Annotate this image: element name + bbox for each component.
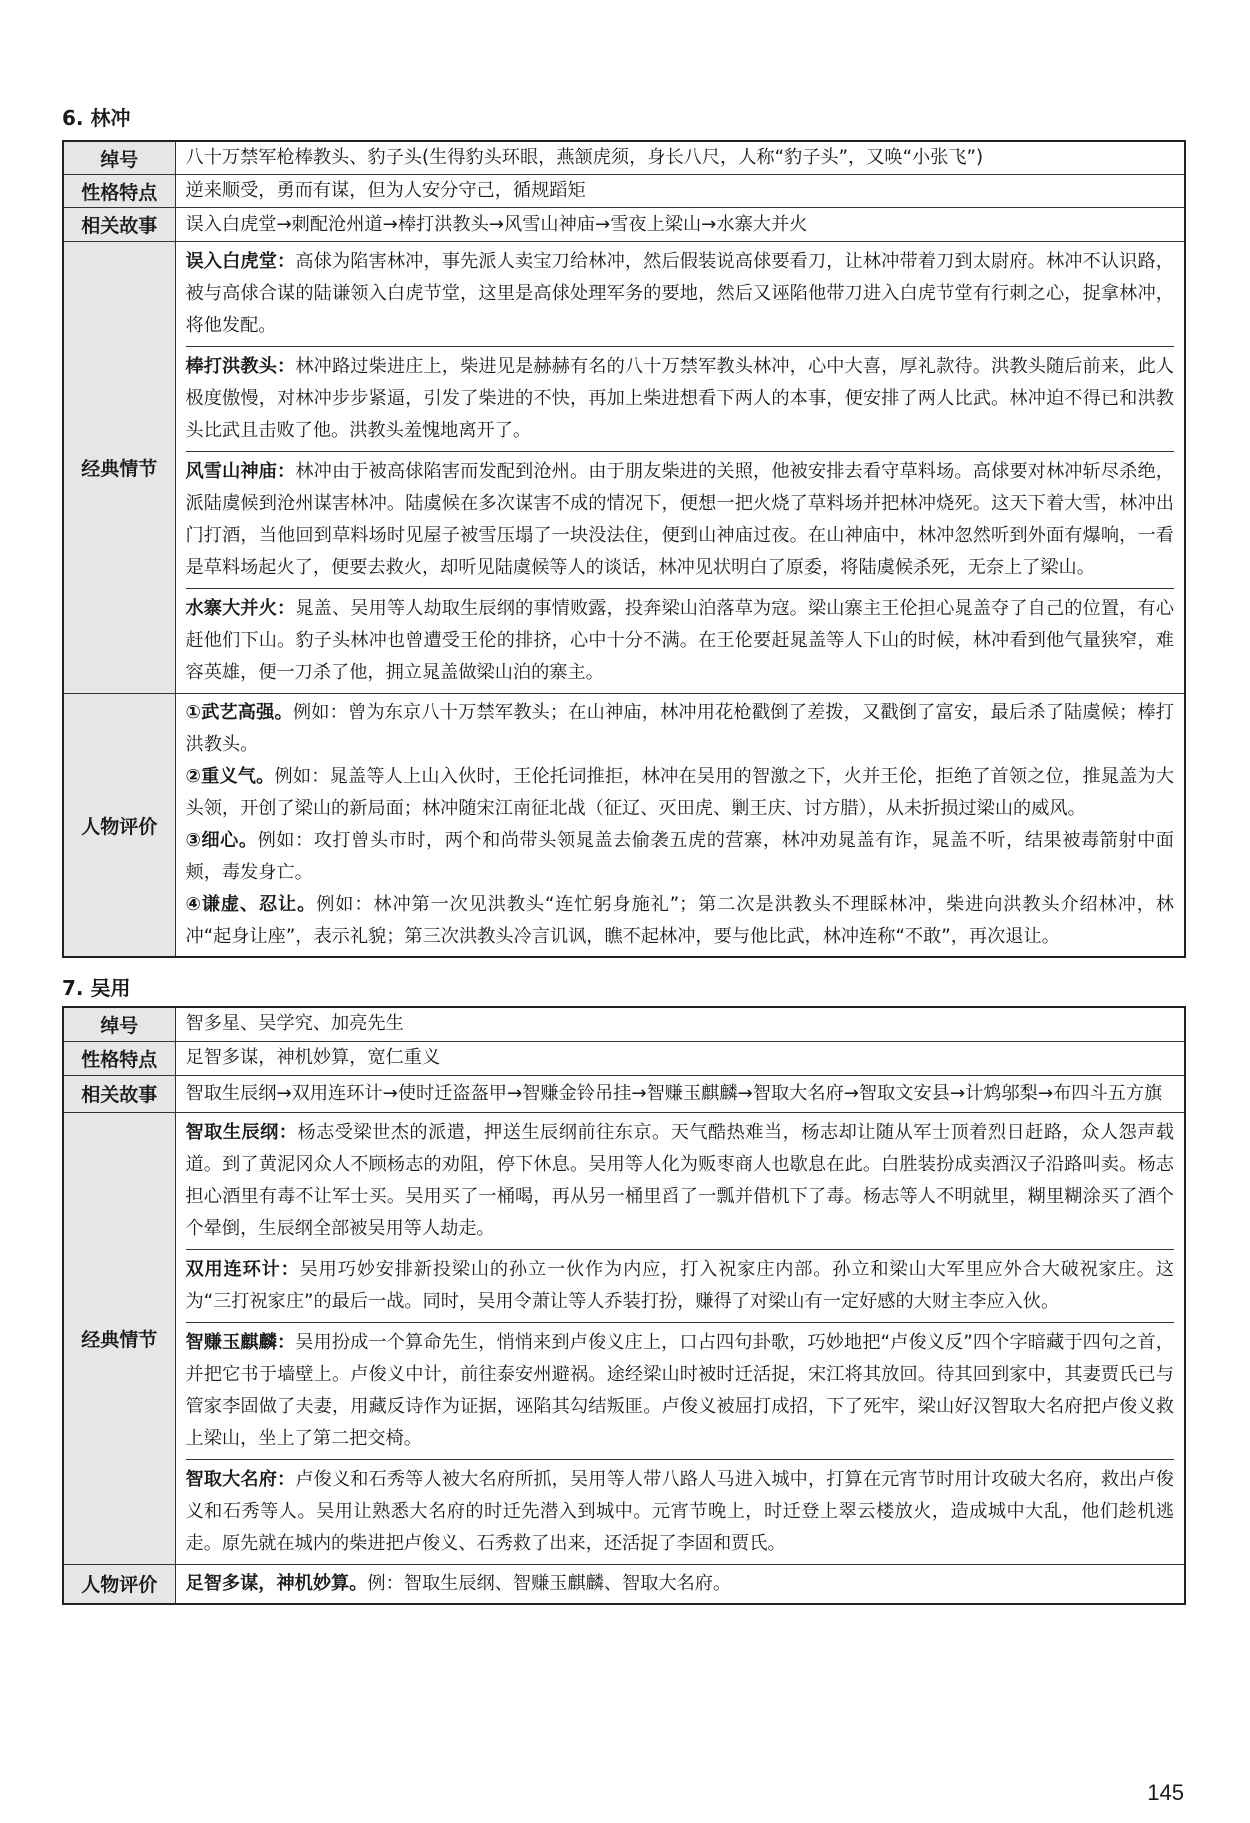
plot-title: 水寨大并火：: [185, 598, 296, 619]
section-title-wu-yong: 7. 吴用: [62, 976, 131, 1000]
evaluation-item: [186, 761, 1175, 825]
plot-text: 吴用巧妙安排新投梁山的孙立一伙作为内应，打入祝家庄内部。孙立和梁山大军里应外合大破祝家庄。这为“三打祝家庄”的最后一战。同时，吴用令萧让等人乔装打扮，赚得了对梁山有一定好感的大财主李应入伙。: [185, 1258, 1174, 1312]
plot-text: 林冲由于被高俅陷害而发配到沧州。由于朋友柴进的关照，他被安排去看守草料场。高俅要对林冲斩尽杀绝，派陆虞候到沧州谋害林冲。陆虞候在多次谋害不成的情况下，便想一把火烧了草料场并把林冲烧死。这天下着大雪，林冲出门打酒，当他回到草料场时见屋子被雪压塌了一块没法住，便到山神庙过夜。在山神庙中，林冲忽然听到外面有爆响，一看是草料场起火了，便要去救火，却听见陆虞候等人的谈话，林冲见状明白了原委，将陆虞候杀死，无奈上了梁山。: [185, 461, 1174, 578]
lin-chong-table: [62, 140, 1186, 958]
plot-title: 智取生辰纲：: [185, 1121, 298, 1143]
plot-item: [186, 347, 1175, 452]
plot-text: 吴用扮成一个算命先生，悄悄来到卢俊义庄上，口占四句卦歌，巧妙地把“卢俊义反”四个字暗藏于四句之首，并把它书于墙壁上。卢俊义中计，前往泰安州避祸。途经梁山时被时迁活捉，宋江将其放回。待其回到家中，其妻贾氏已与管家李固做了夫妻，用藏反诗作为证据，诬陷其勾结叛匪。卢俊义被屈打成招，下了死牢，梁山好汉智取大名府把卢俊义救上梁山，坐上了第二把交椅。: [185, 1331, 1174, 1449]
plots-label: 经典情节: [63, 1112, 175, 1564]
plots-label: 经典情节: [63, 242, 175, 694]
table-row: [63, 141, 1185, 175]
plot-item: [186, 1250, 1175, 1323]
evaluation-title: ③细心。: [185, 830, 258, 851]
plot-item: [186, 452, 1175, 589]
traits-label: 性格特点: [63, 175, 175, 208]
plot-item: [186, 1113, 1175, 1250]
table-row: [63, 1007, 1185, 1041]
plot-item: [186, 1460, 1175, 1564]
plot-text: 晁盖、吴用等人劫取生辰纲的事情败露，投奔梁山泊落草为寇。梁山寨主王伦担心晁盖夺了自己的位置，有心赶他们下山。豹子头林冲也曾遭受王伦的排挤，心中十分不满。在王伦要赶晁盖等人下山的时候，林冲看到他气量狭窄，难容英雄，便一刀杀了他，拥立晁盖做梁山泊的寨主。: [185, 598, 1174, 683]
plot-title: 智取大名府：: [185, 1468, 296, 1490]
evaluation-text: 例如：林冲第一次见洪教头“连忙躬身施礼”；第二次是洪教头不理睬林冲，柴进向洪教头介绍林冲，林冲“起身让座”，表示礼貌；第三次洪教头冷言讥讽，瞧不起林冲，要与他比武，林冲连称“不敢”，再次退让。: [185, 894, 1174, 947]
plot-text: 高俅为陷害林冲，事先派人卖宝刀给林冲，然后假装说高俅要看刀，让林冲带着刀到太尉府。林冲不认识路，被与高俅合谋的陆谦领入白虎节堂，这里是高俅处理军务的要地，然后又诬陷他带刀进入白虎节堂有行刺之心，捉拿林冲，将他发配。: [185, 251, 1174, 336]
plot-title: 双用连环计：: [185, 1258, 300, 1280]
table-row: [63, 694, 1185, 958]
evaluation-item: [186, 697, 1175, 761]
traits-label: 性格特点: [63, 1041, 175, 1075]
stories-value: 误入白虎堂→刺配沧州道→棒打洪教头→风雪山神庙→雪夜上梁山→水寨大并火: [175, 208, 1185, 242]
evaluation-item: [186, 889, 1175, 953]
nickname-value: 八十万禁军枪棒教头、豹子头(生得豹头环眼，燕颔虎须，身长八尺，人称“豹子头”，又唤“小张飞”): [175, 141, 1185, 175]
table-row: [63, 1075, 1185, 1112]
traits-value: 足智多谋，神机妙算，宽仁重义: [175, 1041, 1185, 1075]
table-row: [63, 175, 1185, 208]
plot-text: 林冲路过柴进庄上，柴进见是赫赫有名的八十万禁军教头林冲，心中大喜，厚礼款待。洪教头随后前来，此人极度傲慢，对林冲步步紧逼，引发了柴进的不快，再加上柴进想看下两人的本事，便安排了两人比武。林冲迫不得已和洪教头比武且击败了他。洪教头羞愧地离开了。: [185, 356, 1174, 441]
evaluation-title: ①武艺高强。: [185, 702, 293, 723]
evaluation-title: ②重义气。: [185, 766, 275, 787]
table-row: [63, 1041, 1185, 1075]
table-row: [63, 242, 1185, 694]
nickname-label: 绰号: [63, 1007, 175, 1041]
section-title-lin-chong: 6. 林冲: [62, 106, 131, 130]
plot-item: [186, 1323, 1175, 1460]
evaluation-item: [186, 825, 1175, 889]
plot-title: 棒打洪教头：: [185, 356, 296, 377]
evaluation-label: 人物评价: [63, 1564, 175, 1604]
traits-value: 逆来顺受，勇而有谋，但为人安分守己，循规蹈矩: [175, 175, 1185, 208]
nickname-label: 绰号: [63, 141, 175, 175]
evaluation-label: 人物评价: [63, 694, 175, 958]
evaluation-cell: [175, 1564, 1185, 1604]
evaluation-text: 例：智取生辰纲、智赚玉麒麟、智取大名府。: [367, 1572, 732, 1594]
stories-label: 相关故事: [63, 1075, 175, 1112]
evaluation-title: ④谦虚、忍让。: [185, 894, 317, 915]
stories-label: 相关故事: [63, 208, 175, 242]
evaluation-text: 例如：晁盖等人上山入伙时，王伦托词推拒，林冲在吴用的智激之下，火并王伦，拒绝了首领之位，推晁盖为大头领，开创了梁山的新局面；林冲随宋江南征北战（征辽、灭田虎、剿王庆、讨方腊），从未折损过梁山的威风。: [185, 766, 1174, 819]
page-number: 145: [1147, 1780, 1184, 1805]
plots-cell: [175, 1112, 1185, 1564]
table-row: [63, 208, 1185, 242]
evaluation-text: 例如：攻打曾头市时，两个和尚带头领晁盖去偷袭五虎的营寨，林冲劝晁盖有诈，晁盖不听，结果被毒箭射中面颊，毒发身亡。: [185, 830, 1174, 883]
plot-item: [186, 589, 1175, 693]
plots-cell: [175, 242, 1185, 694]
evaluation-text: 例如：曾为东京八十万禁军教头；在山神庙，林冲用花枪戳倒了差拨，又戳倒了富安，最后杀了陆虞候；棒打洪教头。: [185, 702, 1174, 755]
evaluation-cell: [175, 694, 1185, 958]
table-row: [63, 1112, 1185, 1564]
plot-item: [186, 242, 1175, 347]
nickname-value: 智多星、吴学究、加亮先生: [175, 1007, 1185, 1041]
plot-title: 风雪山神庙：: [185, 461, 296, 482]
table-row: [63, 1564, 1185, 1604]
stories-value: 智取生辰纲→双用连环计→使时迁盗盔甲→智赚金铃吊挂→智赚玉麒麟→智取大名府→智取文安县→计鸩邬梨→布四斗五方旗: [175, 1075, 1185, 1112]
plot-title: 智赚玉麒麟：: [185, 1331, 296, 1353]
plot-title: 误入白虎堂：: [185, 251, 296, 272]
plot-text: 杨志受梁世杰的派遣，押送生辰纲前往东京。天气酷热难当，杨志却让随从军士顶着烈日赶路，众人怨声载道。到了黄泥冈众人不顾杨志的劝阻，停下休息。吴用等人化为贩枣商人也歇息在此。白胜装扮成卖酒汉子沿路叫卖。杨志担心酒里有毒不让军士买。吴用买了一桶喝，再从另一桶里舀了一瓢并借机下了毒。杨志等人不明就里，糊里糊涂买了酒个个晕倒，生辰纲全部被吴用等人劫走。: [185, 1121, 1174, 1239]
wu-yong-table: [62, 1006, 1186, 1605]
plot-text: 卢俊义和石秀等人被大名府所抓，吴用等人带八路人马进入城中，打算在元宵节时用计攻破大名府，救出卢俊义和石秀等人。吴用让熟悉大名府的时迁先潜入到城中。元宵节晚上，时迁登上翠云楼放火，造成城中大乱，他们趁机逃走。原先就在城内的柴进把卢俊义、石秀救了出来，还活捉了李固和贾氏。: [185, 1468, 1174, 1554]
evaluation-title: 足智多谋，神机妙算。: [185, 1572, 368, 1594]
